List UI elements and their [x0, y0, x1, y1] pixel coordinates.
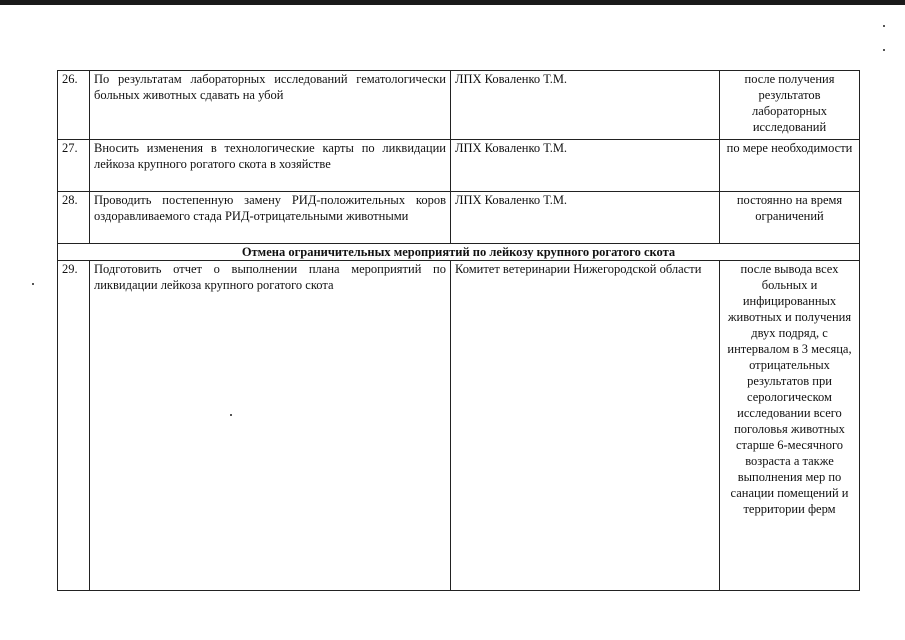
page-top-border: [0, 0, 905, 5]
row-number: 28.: [58, 192, 90, 244]
row-task: Подготовить отчет о выполнении плана мероприятий по ликвидации лейкоза крупного рогатого скота: [90, 261, 451, 591]
row-deadline: по мере необходимости: [720, 140, 860, 192]
row-responsible: ЛПХ Коваленко Т.М.: [451, 140, 720, 192]
scan-speck: [883, 25, 885, 27]
row-number: 29.: [58, 261, 90, 591]
row-task: Проводить постепенную замену РИД-положительных коров оздоравливаемого стада РИД-отрицательными животными: [90, 192, 451, 244]
measures-table: [57, 70, 860, 591]
row-responsible: Комитет ветеринарии Нижегородской области: [451, 261, 720, 591]
row-deadline: после получения результатов лабораторных исследований: [720, 71, 860, 140]
table-row: [58, 261, 860, 591]
table-row: [58, 140, 860, 192]
scan-speck: [32, 283, 34, 285]
row-deadline: постоянно на время ограничений: [720, 192, 860, 244]
section-heading: Отмена ограничительных мероприятий по лейкозу крупного рогатого скота: [58, 244, 860, 261]
row-number: 26.: [58, 71, 90, 140]
row-task: По результатам лабораторных исследований гематологически больных животных сдавать на убой: [90, 71, 451, 140]
row-number: 27.: [58, 140, 90, 192]
row-task: Вносить изменения в технологические карты по ликвидации лейкоза крупного рогатого скота в хозяйстве: [90, 140, 451, 192]
section-heading-row: [58, 244, 860, 261]
table-row: [58, 71, 860, 140]
row-deadline: после вывода всех больных и инфицированных животных и получения двух подряд, с интервалом в 3 месяца, отрицательных результатов при серологическом исследовании всего поголовья животных старше 6-месячного возраста а также выполнения мер по санации помещений и территории ферм: [720, 261, 860, 591]
scan-speck: [883, 49, 885, 51]
row-responsible: ЛПХ Коваленко Т.М.: [451, 71, 720, 140]
table-row: [58, 192, 860, 244]
row-responsible: ЛПХ Коваленко Т.М.: [451, 192, 720, 244]
